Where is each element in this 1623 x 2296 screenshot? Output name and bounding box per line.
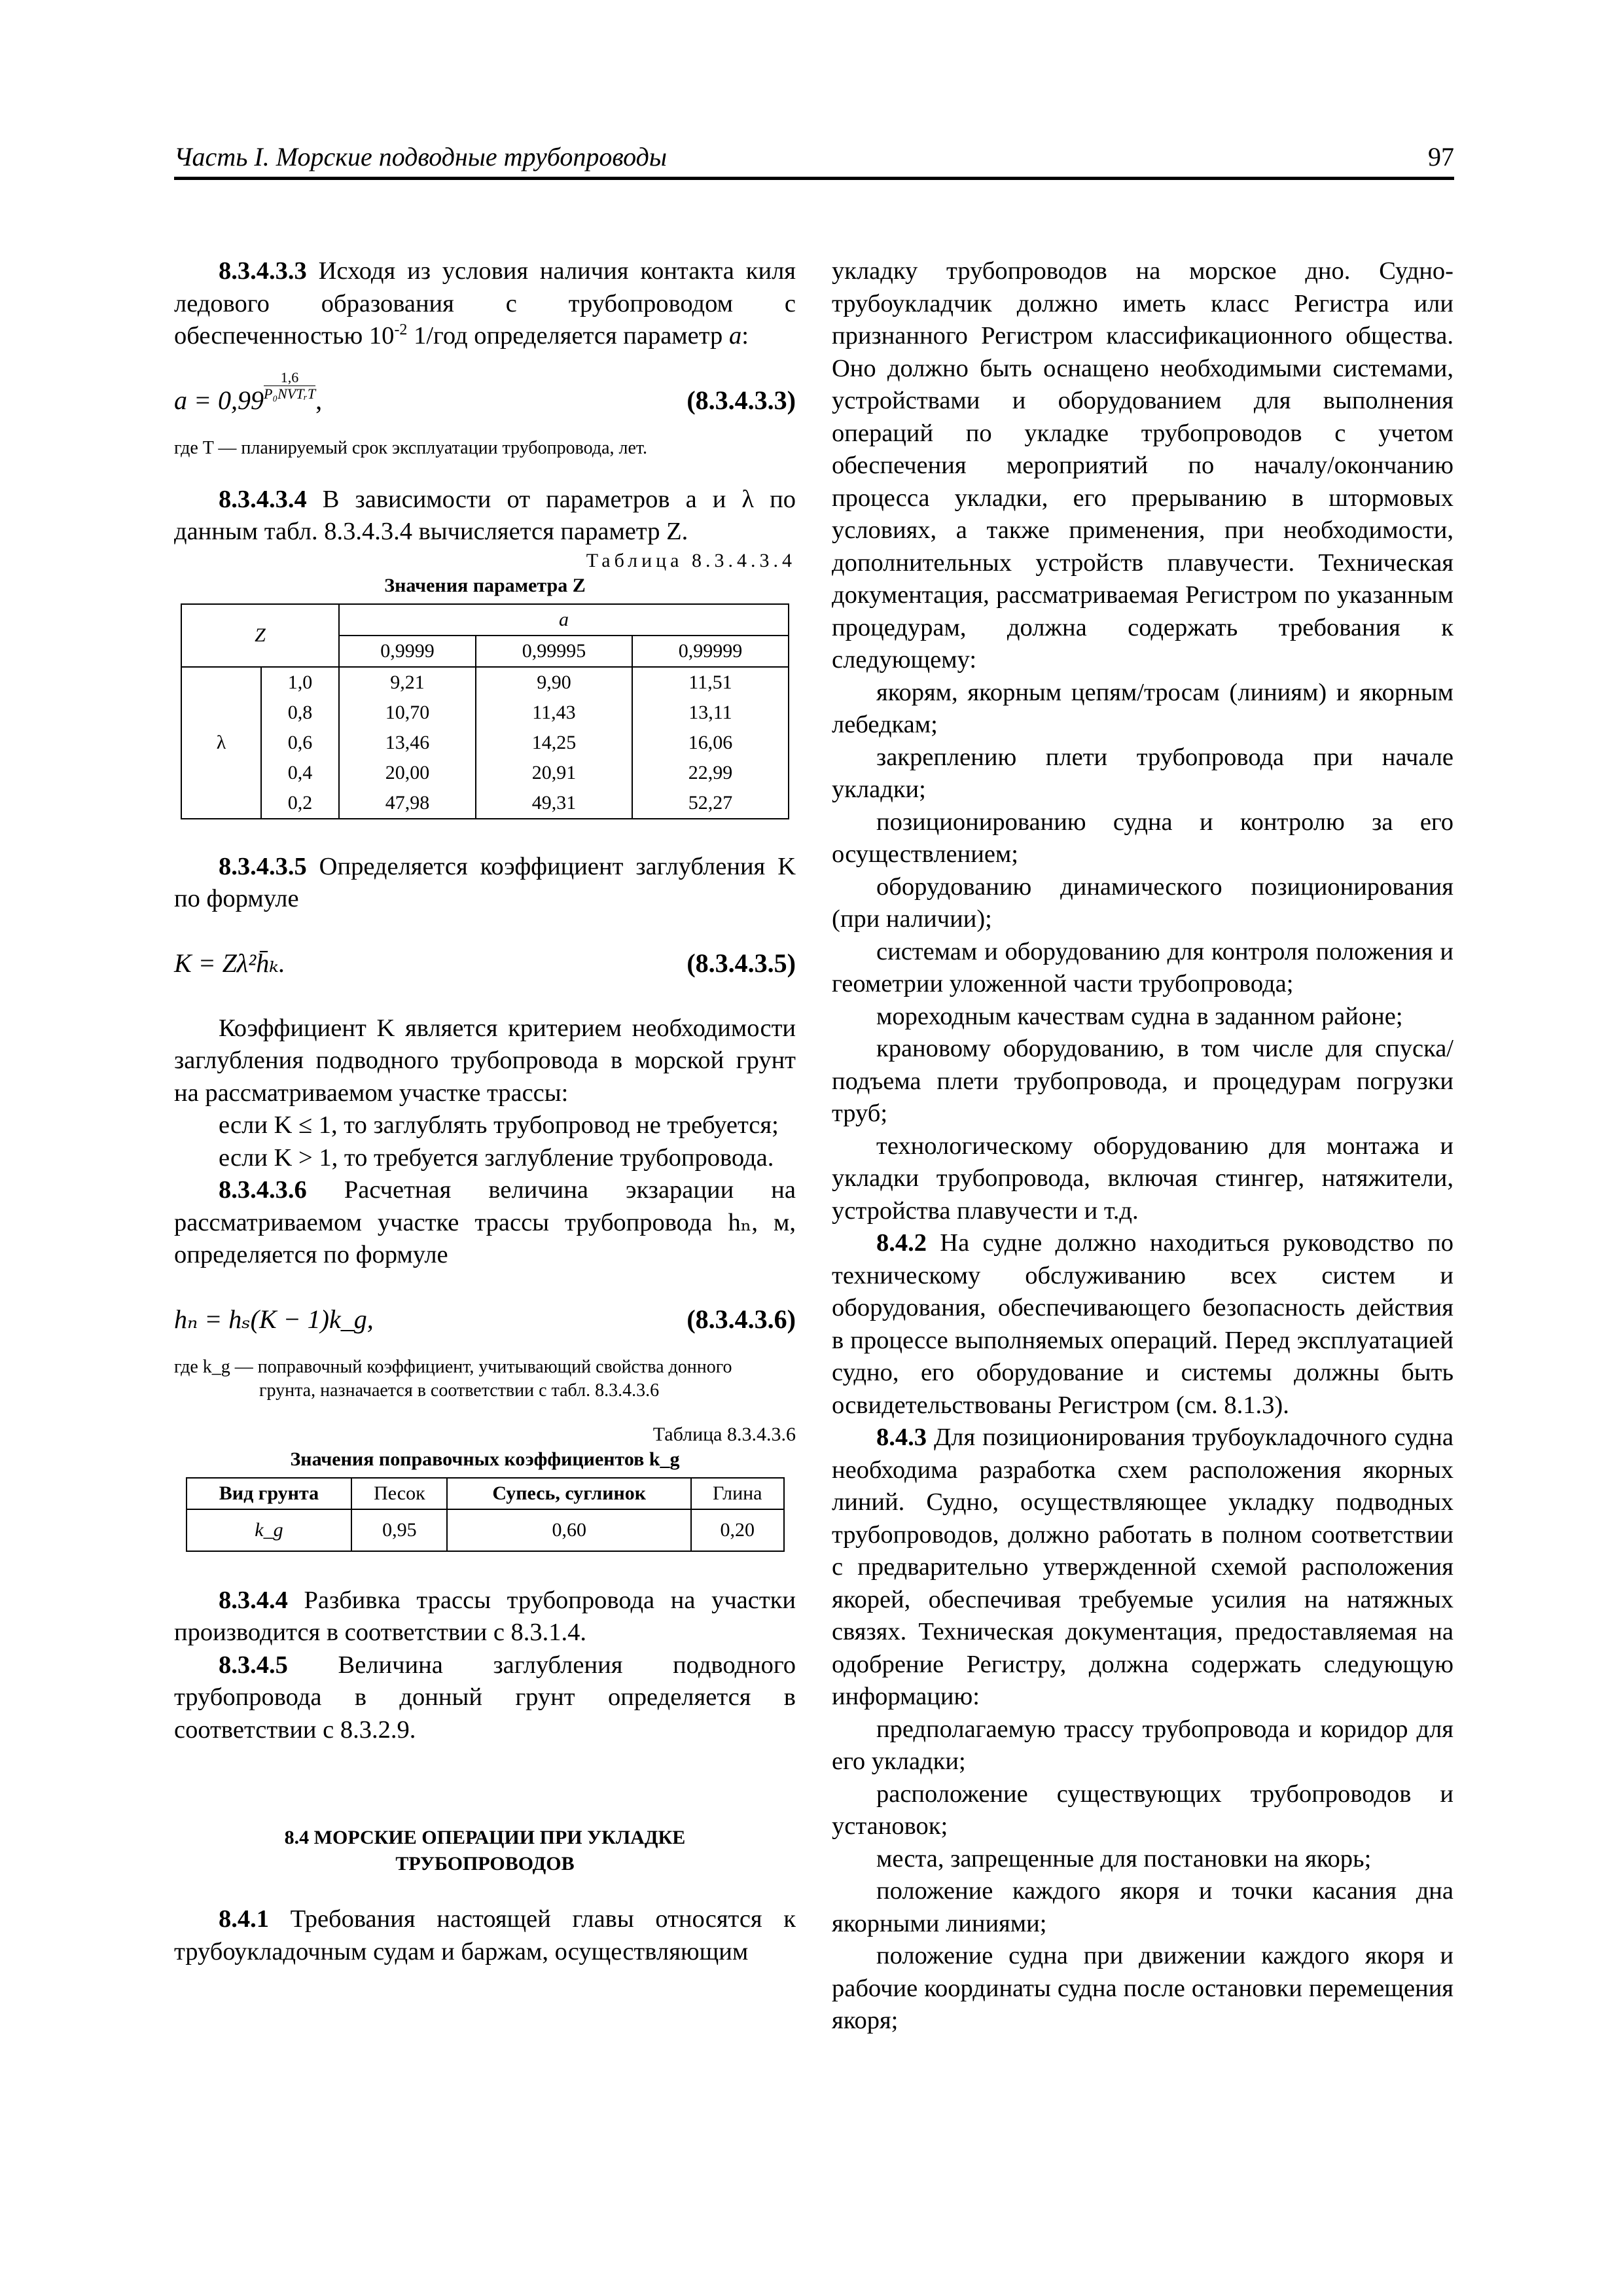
list-item: предполагаемую трассу трубопровода и коридор для его укладки; (832, 1715, 1454, 1775)
table2-cell: 0,95 (351, 1509, 447, 1551)
table-caption-title: Значения параметра Z (384, 574, 586, 596)
left-column (174, 255, 796, 1968)
table2-caption-title: Значения поправочных коэффициентов k_g (290, 1448, 680, 1470)
list-item: места, запрещенные для постановки на якорь; (876, 1844, 1372, 1873)
paragraph-8.3.4.4: 8.3.4.4 Разбивка трассы трубопровода на участки производится в соответствии с 8.3.1.4. (174, 1586, 796, 1646)
paragraph-k-gt-1: если K > 1, то требуется заглубление трубопровода. (219, 1143, 774, 1172)
paragraph-8.4.1: 8.4.1 Требования настоящей главы относятся к трубоукладочным судам и баржам, осуществляющим (174, 1905, 796, 1965)
paragraph-8.4.3: 8.4.3 Для позиционирования трубоукладочного судна необходима разработка схем расположения якорных линий. Судно, осуществляющее укладку подводных трубопроводов, должно работать в полном соответствии с предварительно утвержденной схемой расположения якорей, обеспечивая требуемые усилия на натяжных связях. Техническая документация, предоставляемая на одобрение Регистру, должна содержать следующую информацию: (832, 1424, 1454, 1710)
table2-cell: k_g (187, 1509, 352, 1551)
table2-header: Глина (691, 1478, 783, 1509)
table-row-label: λ (181, 667, 261, 819)
section-heading: 8.4 МОРСКИЕ ОПЕРАЦИИ ПРИ УКЛАДКЕ (284, 1827, 686, 1848)
table-z-values: Z a 0,9999 0,99995 0,99999 λ 1,0 9,21 9,90 11,51 0,8 10,70 11,43 13,11 0,6 13,46 14,25 16,06 0,4 20,00 20,91 22,99 0,2 47,98 49,31 52,27 (181, 603, 789, 819)
formula-legend-kg: где k_g — поправочный коэффициент, учитывающий свойства донного (174, 1356, 732, 1377)
formula-legend-kg-cont: грунта, назначается в соответствии с табл. 8.3.4.3.6 (259, 1380, 660, 1401)
table-header-z: Z (181, 604, 339, 667)
list-item: расположение существующих трубопроводов и установок; (832, 1780, 1454, 1840)
header-rule (174, 177, 1454, 180)
paragraph-8.3.4.3.4: 8.3.4.3.4 В зависимости от параметров a и λ по данным табл. 8.3.4.3.4 вычисляется параметр Z. (174, 485, 796, 545)
paragraph-8.4.1-cont: укладку трубопроводов на морское дно. Судно-трубоукладчик должно иметь класс Регистра или признанного Регистром классификационного общества. Оно должно быть оснащено необходимыми системами, устройствами и оборудованием для выполнения операций по укладке трубопроводов с учетом обеспечения мероприятий по началу/окончанию процесса укладки, его прерыванию в штормовых условиях, а также применения, при необходимости, дополнительных устройств плавучести. Техническая документация, рассматриваемая Регистром по указанным процедурам, должна содержать требования к следующему: (832, 257, 1454, 673)
table2-header: Песок (351, 1478, 447, 1509)
list-item: оборудованию динамического позиционирования (при наличии); (832, 872, 1454, 933)
paragraph-k-criterion: Коэффициент K является критерием необходимости заглубления подводного трубопровода в морской грунт на рассматриваемом участке трассы: (174, 1014, 796, 1107)
paragraph-8.3.4.3.5: 8.3.4.3.5 Определяется коэффициент заглубления K по формуле (174, 852, 796, 912)
list-item: мореходным качествам судна в заданном районе; (876, 1002, 1403, 1030)
list-item: системам и оборудованию для контроля положения и геометрии уложенной части трубопровода; (832, 937, 1454, 997)
paragraph-8.4.2: 8.4.2 На судне должно находиться руководство по техническому обслуживанию всех систем и оборудования, обеспечивающего безопасность действия в процессе выполняемых операций. Перед эксплуатацией судно, его оборудование и системы должны быть освидетельствованы Регистром (см. 8.1.3). (832, 1229, 1454, 1419)
list-item: положение судна при движении каждого якоря и рабочие координаты судна после остановки перемещения якоря; (832, 1942, 1454, 2034)
right-column (832, 255, 1454, 2037)
paragraph-8.3.4.3.6: 8.3.4.3.6 Расчетная величина экзарации на рассматриваемом участке трассы трубопровода hₙ, м, определяется по формуле (174, 1176, 796, 1268)
list-item: позиционированию судна и контролю за его осуществлением; (832, 808, 1454, 868)
table2-header: Вид грунта (187, 1478, 352, 1509)
list-item: положение каждого якоря и точки касания дна якорными линиями; (832, 1877, 1454, 1937)
table2-cell: 0,20 (691, 1509, 783, 1551)
list-item: якорям, якорным цепям/тросам (линиям) и якорным лебедкам; (832, 678, 1454, 738)
list-item: крановому оборудованию, в том числе для спуска/подъема плети трубопровода, и процедурам погрузки труб; (832, 1035, 1454, 1127)
table2-caption-number: Таблица 8.3.4.3.6 (652, 1423, 796, 1445)
page-number: 97 (1428, 142, 1454, 171)
table2-cell: 0,60 (447, 1509, 691, 1551)
table2-header: Супесь, суглинок (447, 1478, 691, 1509)
table-col-header: 0,99999 (632, 636, 789, 667)
paragraph-8.3.4.3.3: 8.3.4.3.3 Исходя из условия наличия контакта киля ледового образования с трубопроводом с обеспеченностью $10^{-2}$ 1/год определяется параметр a: (174, 257, 796, 350)
table-col-header: 0,99995 (476, 636, 632, 667)
table-caption-number: Таблица 8.3.4.3.4 (586, 549, 796, 571)
paragraph-8.3.4.5: 8.3.4.5 Величина заглубления подводного трубопровода в донный грунт определяется в соответствии с 8.3.2.9. (174, 1651, 796, 1744)
section-heading-cont: ТРУБОПРОВОДОВ (395, 1853, 575, 1874)
paragraph-k-le-1: если K ≤ 1, то заглублять трубопровод не требуется; (219, 1111, 779, 1139)
formula-legend: где T — планируемый срок эксплуатации трубопровода, лет. (174, 437, 648, 458)
table-col-header: 0,9999 (339, 636, 476, 667)
running-header-title: Часть I. Морские подводные трубопроводы (174, 142, 667, 171)
list-item: закреплению плети трубопровода при начале укладки; (832, 743, 1454, 803)
formula-8.3.4.3.3: a = 0,99 $\frac{1,6}{\text{P₀NVTᵣT}}$ , (8.3.4.3.3) (174, 368, 796, 415)
formula-8.3.4.3.5: K = Zλ²h̄ₖ. (8.3.4.3.5) (174, 948, 796, 978)
table-header-a: a (339, 604, 789, 636)
table-kg-values (186, 1477, 785, 1552)
formula-8.3.4.3.6: hₙ = hₛ(K − 1)k_g, (8.3.4.3.6) (174, 1304, 796, 1334)
list-item: технологическому оборудованию для монтажа и укладки трубопровода, включая стингер, натяжители, устройства плавучести и т.д. (832, 1132, 1454, 1225)
